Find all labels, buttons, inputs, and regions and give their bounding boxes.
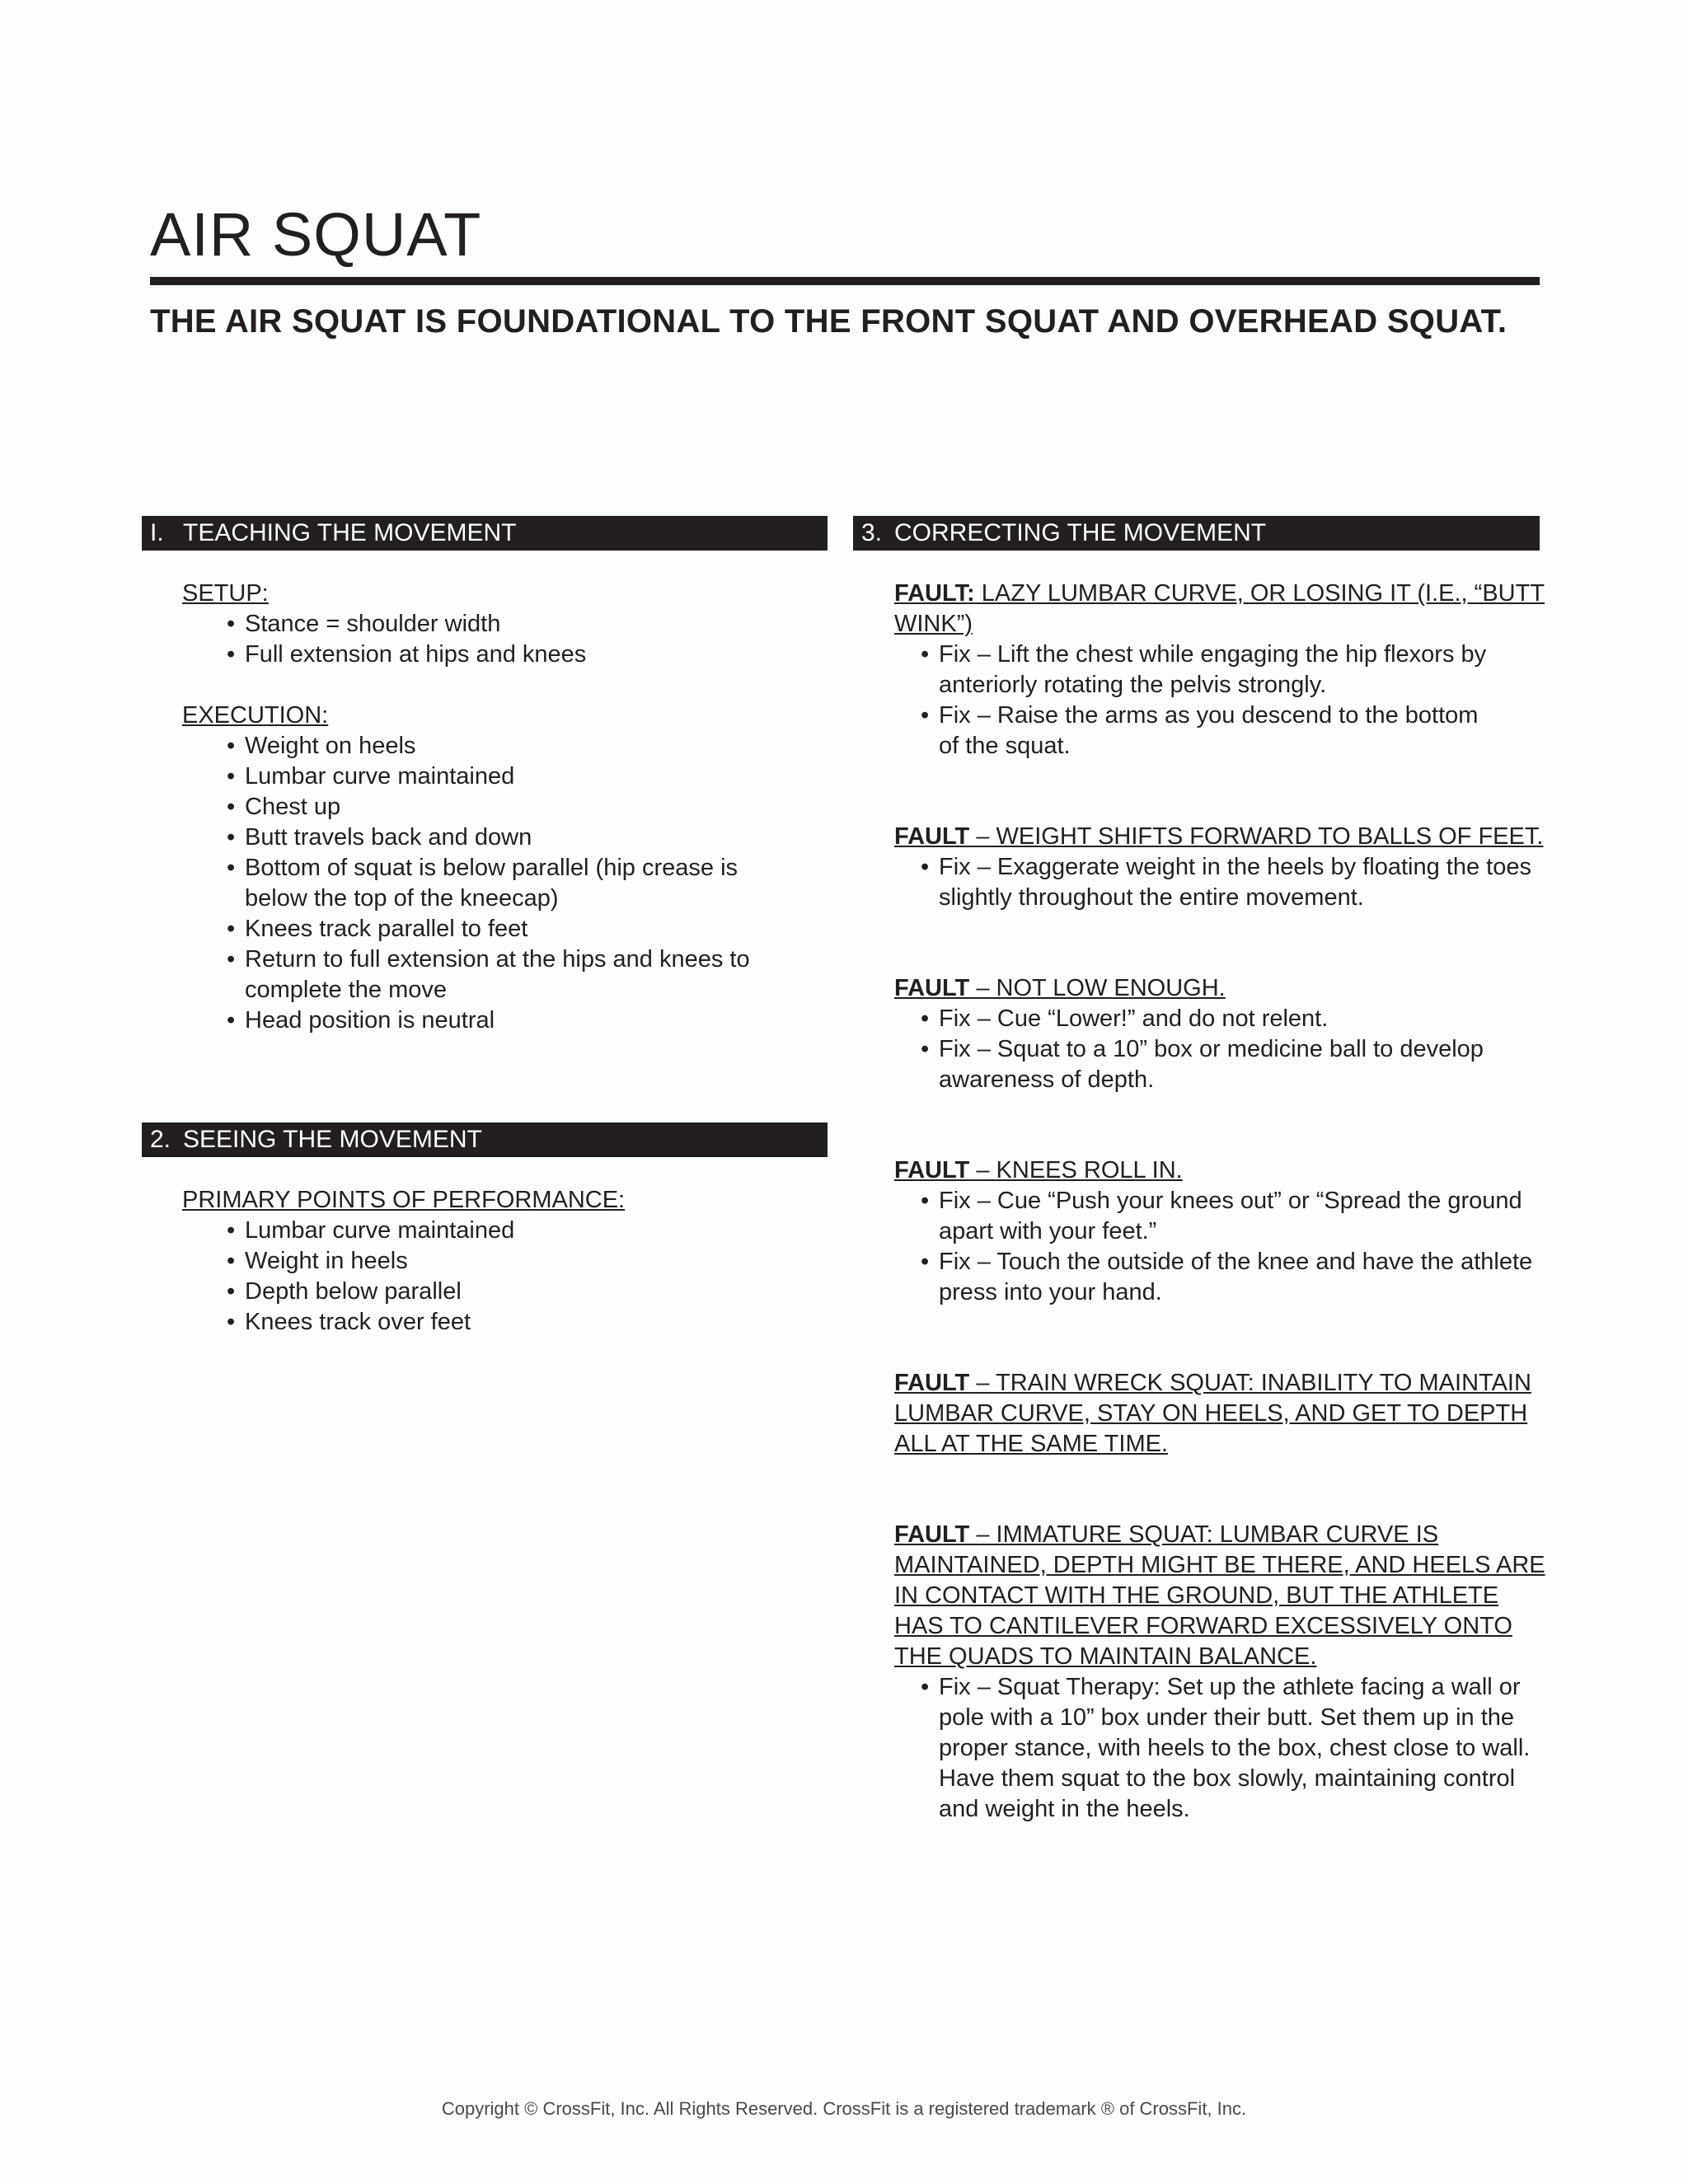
title-rule <box>150 277 1540 285</box>
fault-heading <box>894 579 1545 640</box>
fix-item: • Fix – Squat to a 10” box or medicine ball to develop awareness of depth. <box>921 1034 1545 1095</box>
fault-label: FAULT <box>894 823 970 850</box>
setup-list <box>182 609 809 670</box>
fix-list <box>894 1004 1545 1095</box>
section-1-title: TEACHING THE MOVEMENT <box>183 519 517 546</box>
list-item: • Chest up <box>227 792 809 823</box>
fix-list <box>894 640 1545 762</box>
fault-heading <box>894 1520 1545 1672</box>
execution-label: EXECUTION: <box>182 702 329 729</box>
section-1-number: I. <box>150 519 164 546</box>
section-1-body <box>182 579 809 1036</box>
fix-item: • Fix – Raise the arms as you descend to the bottom of the squat. <box>921 701 1499 762</box>
execution-list <box>182 731 809 1036</box>
section-3-header <box>853 516 1540 551</box>
list-item: • Bottom of squat is below parallel (hip crease is below the top of the kneecap) <box>227 853 764 914</box>
list-item: • Lumbar curve maintained <box>227 762 809 792</box>
list-item: • Full extension at hips and knees <box>227 640 809 670</box>
list-item: • Weight in heels <box>227 1246 809 1277</box>
section-3-number: 3. <box>861 519 883 546</box>
fault-heading <box>894 973 1545 1004</box>
list-item: • Butt travels back and down <box>227 823 809 853</box>
fault-heading <box>894 1155 1545 1186</box>
list-item: • Stance = shoulder width <box>227 609 809 640</box>
fault-text: LAZY LUMBAR CURVE, OR LOSING IT (I.E., “BUTT WINK”) <box>894 580 1545 637</box>
list-item: • Return to full extension at the hips and knees to complete the move <box>227 944 772 1005</box>
copyright-footer: Copyright © CrossFit, Inc. All Rights Reserved. CrossFit is a registered trademark ® of CrossFit, Inc. <box>441 2098 1247 2119</box>
section-1-header <box>142 516 828 551</box>
fix-list <box>894 1672 1545 1825</box>
list-item: • Knees track over feet <box>227 1307 809 1338</box>
list-item: • Knees track parallel to feet <box>227 914 809 944</box>
list-item: • Lumbar curve maintained <box>227 1216 809 1246</box>
fault-text: – TRAIN WRECK SQUAT: INABILITY TO MAINTAIN LUMBAR CURVE, STAY ON HEELS, AND GET TO DEPTH ALL AT THE SAME TIME. <box>894 1370 1531 1457</box>
fault-text: – WEIGHT SHIFTS FORWARD TO BALLS OF FEET. <box>976 823 1544 850</box>
section-2-body <box>182 1185 809 1338</box>
section-3-title: CORRECTING THE MOVEMENT <box>894 519 1267 546</box>
points-label: PRIMARY POINTS OF PERFORMANCE: <box>182 1187 626 1213</box>
fault-label: FAULT: <box>894 580 975 607</box>
fault-text: – IMMATURE SQUAT: LUMBAR CURVE IS MAINTAINED, DEPTH MIGHT BE THERE, AND HEELS ARE IN CONTACT WITH THE GROUND, BUT THE ATHLETE HAS TO CANTILEVER FORWARD EXCESSIVELY ONTO THE QUADS TO MAINTAIN BALANCE. <box>894 1521 1545 1670</box>
fault-heading <box>894 1368 1545 1460</box>
page-subtitle: THE AIR SQUAT IS FOUNDATIONAL TO THE FRONT SQUAT AND OVERHEAD SQUAT. <box>150 303 1507 340</box>
list-item: • Weight on heels <box>227 731 809 762</box>
fault-heading <box>894 822 1545 852</box>
fix-item: • Fix – Touch the outside of the knee and have the athlete press into your hand. <box>921 1247 1545 1308</box>
fault-label: FAULT <box>894 1157 970 1183</box>
fix-item: • Fix – Lift the chest while engaging the hip flexors by anteriorly rotating the pelvis strongly. <box>921 640 1545 701</box>
fix-item: • Fix – Squat Therapy: Set up the athlete facing a wall or pole with a 10” box under their butt. Set them up in the proper stance, with heels to the box, chest close to wall. Have them squat to the box slowly, maintaining control and weight in the heels. <box>921 1672 1545 1825</box>
fault-text: – KNEES ROLL IN. <box>976 1157 1183 1183</box>
section-2-title: SEEING THE MOVEMENT <box>183 1126 482 1153</box>
fix-item: • Fix – Exaggerate weight in the heels by floating the toes slightly throughout the entire movement. <box>921 852 1545 913</box>
list-item: • Head position is neutral <box>227 1005 809 1036</box>
page-title: AIR SQUAT <box>150 200 482 269</box>
fix-list <box>894 1186 1545 1308</box>
fault-text: – NOT LOW ENOUGH. <box>976 975 1226 1001</box>
fix-list <box>894 852 1545 913</box>
fault-label: FAULT <box>894 1370 970 1396</box>
fix-item: • Fix – Cue “Push your knees out” or “Spread the ground apart with your feet.” <box>921 1186 1545 1247</box>
fix-item: • Fix – Cue “Lower!” and do not relent. <box>921 1004 1545 1034</box>
points-list <box>182 1216 809 1338</box>
fault-label: FAULT <box>894 975 970 1001</box>
list-item: • Depth below parallel <box>227 1277 809 1307</box>
setup-label: SETUP: <box>182 580 269 607</box>
section-2-number: 2. <box>150 1126 171 1153</box>
section-2-header <box>142 1122 828 1157</box>
fault-label: FAULT <box>894 1521 970 1548</box>
section-3-body <box>894 579 1545 1825</box>
